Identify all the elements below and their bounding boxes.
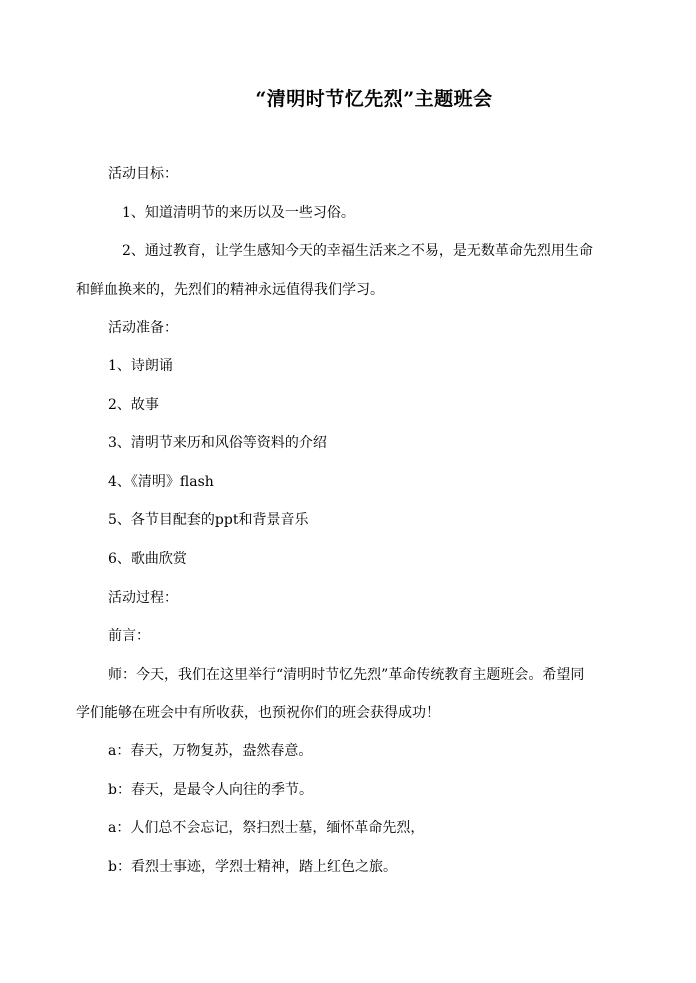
section-heading-goals: 活动目标： [108,166,178,182]
teacher-speech: 师：今天，我们在这里举行“清明时节忆先烈”革命传统教育主题班会。希望同 [108,667,585,683]
dialogue-line-a-2: a：人们总不会忘记，祭扫烈士墓，缅怀革命先烈， [108,820,425,836]
prep-item-3: 3、清明节来历和风俗等资料的介绍 [108,435,327,451]
dialogue-line-b-2: b：看烈士事迹，学烈士精神，踏上红色之旅。 [108,859,397,875]
prep-item-2: 2、故事 [108,397,159,413]
prep-item-6: 6、歌曲欣赏 [108,551,187,567]
dialogue-line-a-1: a：春天，万物复苏，盎然春意。 [108,743,313,759]
prep-item-5: 5、各节目配套的ppt和背景音乐 [108,512,309,528]
prep-item-1: 1、诗朗诵 [108,358,173,374]
page-title: “清明时节忆先烈”主题班会 [255,88,493,110]
prep-item-4: 4、《清明》flash [108,474,214,490]
goal-item-2: 2、通过教育，让学生感知今天的幸福生活来之不易，是无数革命先烈用生命 [122,243,593,259]
section-heading-preparation: 活动准备： [108,320,178,336]
goal-item-1: 1、知道清明节的来历以及一些习俗。 [122,205,355,221]
section-heading-preface: 前言： [108,628,150,644]
section-heading-process: 活动过程： [108,590,178,606]
goal-item-2-continued: 和鲜血换来的，先烈们的精神永远值得我们学习。 [76,282,384,298]
dialogue-line-b-1: b：春天，是最令人向往的季节。 [108,782,313,798]
teacher-speech-continued: 学们能够在班会中有所收获，也预祝你们的班会获得成功！ [76,705,440,721]
